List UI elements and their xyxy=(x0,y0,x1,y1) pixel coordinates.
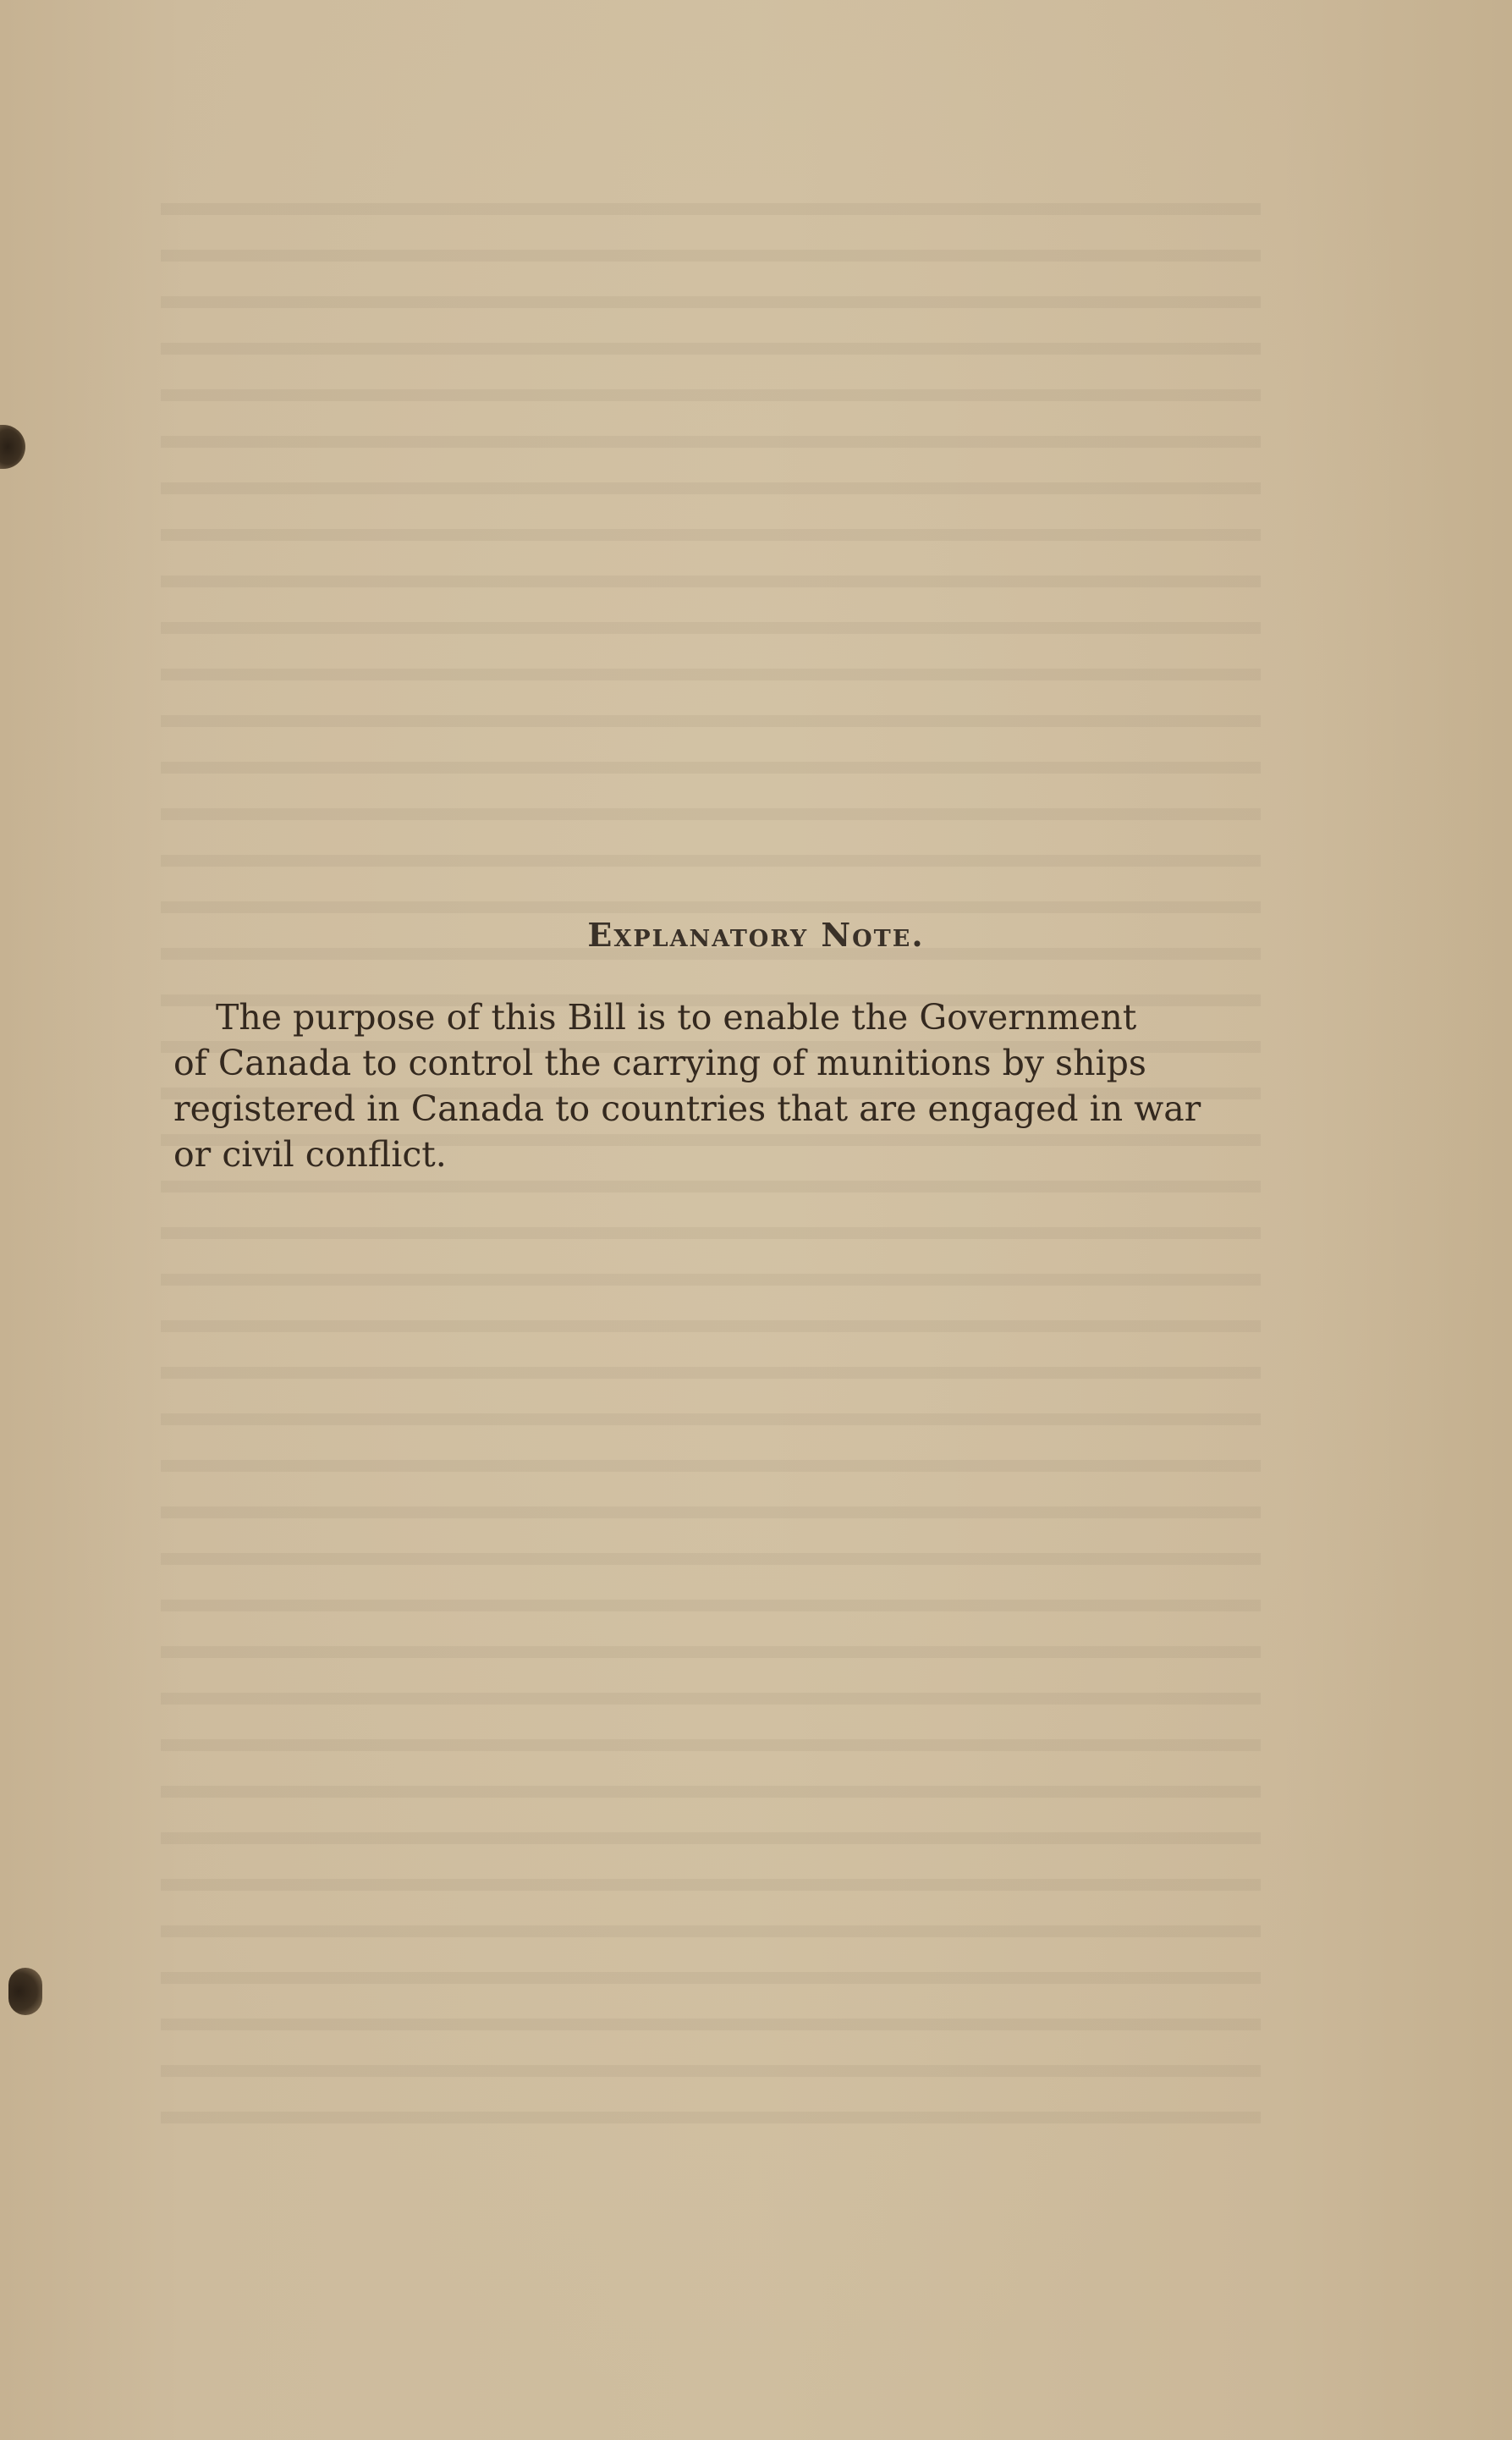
explanatory-note-body xyxy=(173,994,1248,1177)
paragraph-line: registered in Canada to countries that are engaged in war xyxy=(173,1088,1201,1129)
paragraph-line: of Canada to control the carrying of munitions by ships xyxy=(173,1043,1146,1083)
paragraph-line: The purpose of this Bill is to enable the Government xyxy=(216,997,1137,1038)
paragraph-line: or civil conflict. xyxy=(173,1134,447,1175)
explanatory-note-heading: Explanatory Note. xyxy=(587,916,925,954)
binding-hole-top xyxy=(0,425,25,469)
binding-hole-bottom xyxy=(8,1968,42,2015)
